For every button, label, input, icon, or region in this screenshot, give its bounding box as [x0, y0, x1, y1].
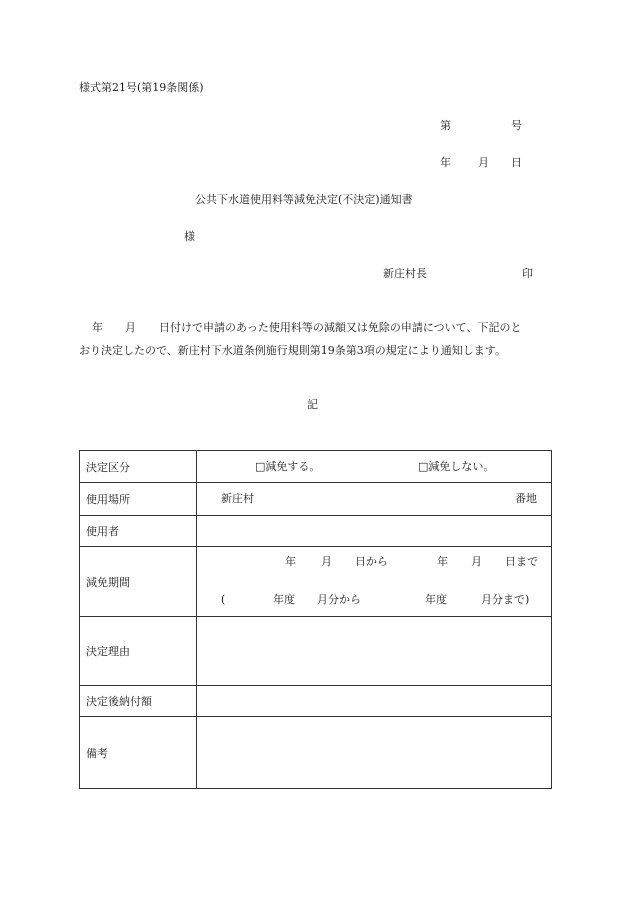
ki-heading: 記 — [307, 398, 318, 411]
body-year: 年 — [92, 321, 103, 334]
period-from-year: 年 — [285, 555, 296, 568]
fiscal-year-to: 年度 — [425, 593, 447, 606]
recipient-suffix: 様 — [184, 230, 195, 243]
period-paren-open: ( — [221, 593, 226, 606]
body-month: 月 — [125, 321, 136, 334]
date-year: 年 — [440, 156, 451, 169]
date-day: 日 — [511, 156, 522, 169]
period-from-day: 日から — [355, 555, 388, 568]
option-no-reduce[interactable]: □減免しない。 — [418, 460, 495, 473]
location-lot: 番地 — [515, 492, 537, 505]
row-amount — [80, 686, 552, 717]
doc-number-prefix: 第 — [440, 119, 451, 132]
body-line2: おり決定したので、新庄村下水道条例施行規則第19条第3項の規定により通知します。 — [79, 344, 506, 357]
user-value — [197, 516, 552, 547]
decision-options — [197, 451, 552, 483]
user-label: 使用者 — [80, 516, 197, 547]
decision-table — [79, 450, 552, 789]
amount-value — [197, 686, 552, 717]
fiscal-year-from: 年度 — [273, 593, 295, 606]
period-to-day: 日まで — [505, 555, 538, 568]
month-to: 月分まで) — [481, 593, 530, 606]
reason-value — [197, 617, 552, 686]
period-to-year: 年 — [437, 555, 448, 568]
reason-label: 決定理由 — [80, 617, 197, 686]
remarks-label: 備考 — [80, 717, 197, 789]
period-to-month: 月 — [471, 555, 482, 568]
location-value — [197, 483, 552, 516]
decision-label: 決定区分 — [80, 451, 197, 483]
issuer-name: 新庄村長 — [383, 267, 427, 280]
row-period — [80, 547, 552, 617]
seal-mark: 印 — [522, 267, 533, 280]
location-village: 新庄村 — [221, 492, 254, 505]
row-user — [80, 516, 552, 547]
row-remarks — [80, 717, 552, 789]
row-decision — [80, 451, 552, 483]
form-number: 様式第21号(第19条関係) — [79, 81, 204, 94]
location-label: 使用場所 — [80, 483, 197, 516]
document-title: 公共下水道使用料等減免決定(不決定)通知書 — [195, 193, 413, 206]
period-from-month: 月 — [321, 555, 332, 568]
row-location — [80, 483, 552, 516]
amount-label: 決定後納付額 — [80, 686, 197, 717]
month-from: 月分から — [317, 593, 361, 606]
period-value — [197, 547, 552, 617]
date-month: 月 — [478, 156, 489, 169]
remarks-value — [197, 717, 552, 789]
period-label: 減免期間 — [80, 547, 197, 617]
doc-number-suffix: 号 — [511, 119, 522, 132]
row-reason — [80, 617, 552, 686]
body-line1: 日付けで申請のあった使用料等の減額又は免除の申請について、下記のと — [159, 321, 522, 334]
option-reduce[interactable]: □減免する。 — [255, 460, 321, 473]
